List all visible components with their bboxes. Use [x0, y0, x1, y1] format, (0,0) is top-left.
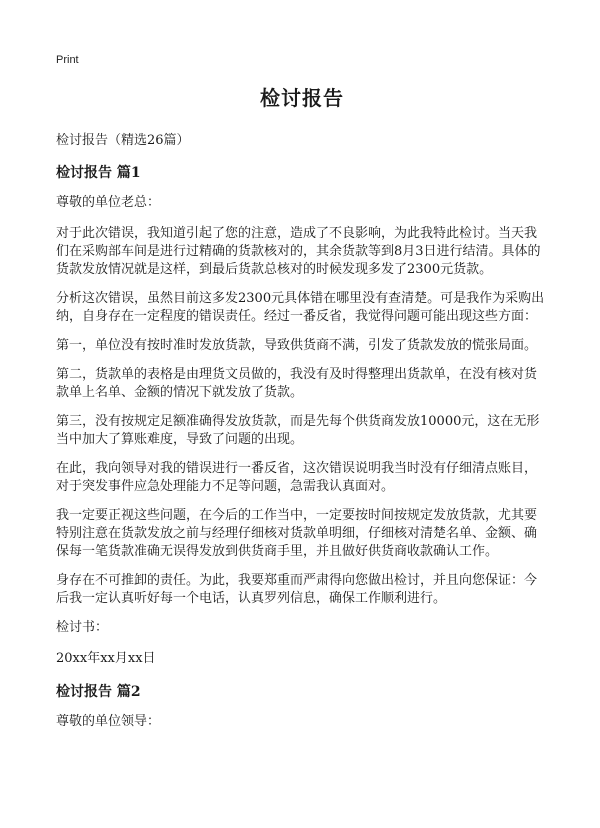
- section-1: [56, 162, 548, 668]
- section-1-heading: 检讨报告 篇1: [56, 165, 141, 181]
- section-1-paragraph-1: 对于此次错误，我知道引起了您的注意，造成了不良影响，为此我特此检讨。当天我们在采购部车间是进行过精确的货款核对的，其余货款等到8月3日进行结清。具体的货款发放情况就是这样，到最后货款总核对的时候发现多发了2300元货款。: [56, 226, 541, 277]
- section-2-heading: 检讨报告 篇2: [56, 684, 141, 700]
- section-1-paragraph-7: 我一定要正视这些问题，在今后的工作当中，一定要按时间按规定发放货款，尤其要特别注意在货款发放之前与经理仔细核对货款单明细，仔细核对清楚名单、金额、确保每一笔货款准确无误得发放到供货商手里，并且做好供货商收款确认工作。: [56, 508, 538, 559]
- section-1-paragraph-2: 分析这次错误，虽然目前这多发2300元具体错在哪里没有查清楚。可是我作为采购出纳，自身存在一定程度的错误责任。经过一番反省，我觉得问题可能出现这些方面：: [56, 291, 545, 324]
- section-1-date: 20xx年xx月xx日: [56, 651, 156, 666]
- section-2-salutation: 尊敬的单位领导：: [56, 714, 161, 729]
- section-1-paragraph-3: 第一，单位没有按时准时发放货款，导致供货商不满，引发了货款发放的慌张局面。: [56, 338, 538, 353]
- document-title: 检讨报告: [260, 86, 344, 110]
- print-link[interactable]: Print: [56, 54, 79, 66]
- section-2: [56, 681, 548, 731]
- section-1-paragraph-4: 第二，货款单的表格是由理货文员做的，我没有及时得整理出货款单，在没有核对货款单上名单、金额的情况下就发放了货款。: [56, 367, 538, 400]
- document-subtitle: 检讨报告（精选26篇）: [56, 133, 190, 148]
- section-1-salutation: 尊敬的单位老总：: [56, 195, 161, 210]
- section-1-paragraph-6: 在此，我向领导对我的错误进行一番反省，这次错误说明我当时没有仔细清点账目，对于突发事件应急处理能力不足等问题，急需我认真面对。: [56, 461, 538, 494]
- section-1-signature-label: 检讨书：: [56, 620, 109, 635]
- section-1-paragraph-5: 第三，没有按规定足额准确得发放货款，而是先每个供货商发放10000元，这在无形当中加大了算账难度，导致了问题的出现。: [56, 414, 540, 447]
- section-1-paragraph-8: 身存在不可推卸的责任。为此，我要郑重而严肃得向您做出检讨，并且向您保证：今后我一定认真听好每一个电话，认真罗列信息，确保工作顺利进行。: [56, 573, 538, 606]
